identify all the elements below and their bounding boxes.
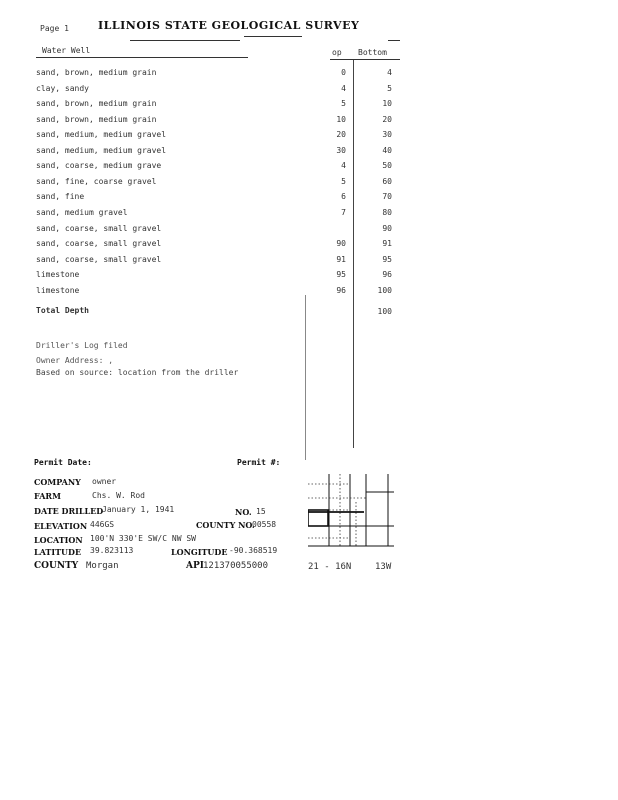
total-depth-value: 100	[377, 307, 392, 316]
date-drilled-label: DATE DRILLED	[34, 506, 104, 516]
section-underline	[36, 57, 248, 58]
row-top: 5	[341, 99, 346, 108]
table-row	[0, 239, 618, 253]
row-description: limestone	[36, 286, 80, 295]
total-depth-label: Total Depth	[36, 306, 89, 315]
note-location-source: Based on source: location from the driller	[36, 368, 239, 377]
row-bottom: 30	[382, 130, 392, 139]
row-bottom: 91	[382, 239, 392, 248]
location-value: 100'N 330'E SW/C NW SW	[90, 534, 196, 543]
page-label: Page 1	[40, 24, 69, 33]
row-bottom: 40	[382, 146, 392, 155]
row-description: sand, medium, medium gravel	[36, 146, 167, 155]
longitude-value: -90.368519	[229, 546, 278, 555]
row-top: 95	[336, 270, 346, 279]
row-top: 30	[336, 146, 346, 155]
row-description: sand, coarse, small gravel	[36, 239, 162, 248]
county-value: Morgan	[86, 561, 119, 571]
note-owner-address: Owner Address: ,	[36, 356, 114, 365]
note-log-filed: Driller's Log filed	[36, 341, 128, 350]
document-title: ILLINOIS STATE GEOLOGICAL SURVEY	[98, 19, 360, 32]
latitude-value: 39.823113	[90, 546, 134, 555]
row-top: 5	[341, 177, 346, 186]
permit-date-label: Permit Date:	[34, 458, 92, 467]
table-row	[0, 255, 618, 269]
table-row	[0, 224, 618, 238]
row-description: sand, coarse, medium grave	[36, 161, 162, 170]
elevation-label: ELEVATION	[34, 521, 88, 531]
row-description: sand, coarse, small gravel	[36, 224, 162, 233]
row-bottom: 70	[382, 192, 392, 201]
column-header-underline	[330, 59, 400, 60]
row-description: clay, sandy	[36, 84, 89, 93]
table-row	[0, 84, 618, 98]
plat-map-grid	[308, 472, 394, 548]
row-top: 91	[336, 255, 346, 264]
row-description: sand, medium, medium gravel	[36, 130, 167, 139]
row-bottom: 95	[382, 255, 392, 264]
farm-value: Chs. W. Rod	[92, 491, 145, 500]
title-underline	[130, 40, 240, 41]
row-description: sand, brown, medium grain	[36, 99, 157, 108]
title-underline-2	[244, 36, 302, 37]
range-value: 13W	[375, 562, 392, 572]
well-number-label: NO.	[235, 507, 252, 517]
table-row	[0, 130, 618, 144]
api-value: 121370055000	[203, 561, 269, 571]
row-top: 96	[336, 286, 346, 295]
row-description: sand, coarse, small gravel	[36, 255, 162, 264]
table-row	[0, 192, 618, 206]
row-top: 7	[341, 208, 346, 217]
latitude-label: LATITUDE	[34, 547, 82, 557]
row-bottom: 4	[387, 68, 392, 77]
location-label: LOCATION	[34, 535, 83, 545]
row-top: 10	[336, 115, 346, 124]
row-top: 90	[336, 239, 346, 248]
row-description: limestone	[36, 270, 80, 279]
header-rule-right	[388, 40, 400, 41]
row-top: 6	[341, 192, 346, 201]
row-bottom: 80	[382, 208, 392, 217]
row-bottom: 90	[382, 224, 392, 233]
row-description: sand, brown, medium grain	[36, 115, 157, 124]
row-bottom: 96	[382, 270, 392, 279]
table-row	[0, 115, 618, 129]
row-description: sand, fine, coarse gravel	[36, 177, 157, 186]
county-number-value: 00558	[252, 520, 277, 529]
table-row	[0, 68, 618, 82]
row-bottom: 100	[377, 286, 392, 295]
table-row	[0, 177, 618, 191]
row-top: 0	[341, 68, 346, 77]
farm-label: FARM	[34, 491, 61, 501]
column-top-header: op	[332, 48, 342, 57]
row-description: sand, brown, medium grain	[36, 68, 157, 77]
row-bottom: 20	[382, 115, 392, 124]
table-row	[0, 208, 618, 222]
permit-number-label: Permit #:	[237, 458, 281, 467]
table-row	[0, 270, 618, 284]
table-row	[0, 99, 618, 113]
row-bottom: 5	[387, 84, 392, 93]
section-label: Water Well	[42, 46, 91, 55]
row-top: 4	[341, 161, 346, 170]
date-drilled-value: January 1, 1941	[102, 505, 175, 514]
longitude-label: LONGITUDE	[171, 547, 228, 557]
county-label: COUNTY	[34, 561, 79, 571]
row-top: 20	[336, 130, 346, 139]
row-bottom: 10	[382, 99, 392, 108]
row-description: sand, medium gravel	[36, 208, 128, 217]
table-row	[0, 146, 618, 160]
table-row	[0, 286, 618, 300]
column-rule-left	[305, 295, 306, 460]
well-number-value: 15	[256, 507, 266, 516]
api-label: API	[186, 561, 204, 571]
company-label: COMPANY	[34, 477, 81, 487]
elevation-value: 446GS	[90, 520, 115, 529]
row-top: 4	[341, 84, 346, 93]
table-row	[0, 161, 618, 175]
section-township-value: 21 - 16N	[308, 562, 352, 572]
column-bottom-header: Bottom	[358, 48, 387, 57]
row-bottom: 60	[382, 177, 392, 186]
county-number-label: COUNTY NO.	[196, 520, 255, 530]
row-description: sand, fine	[36, 192, 85, 201]
company-value: owner	[92, 477, 117, 486]
row-bottom: 50	[382, 161, 392, 170]
